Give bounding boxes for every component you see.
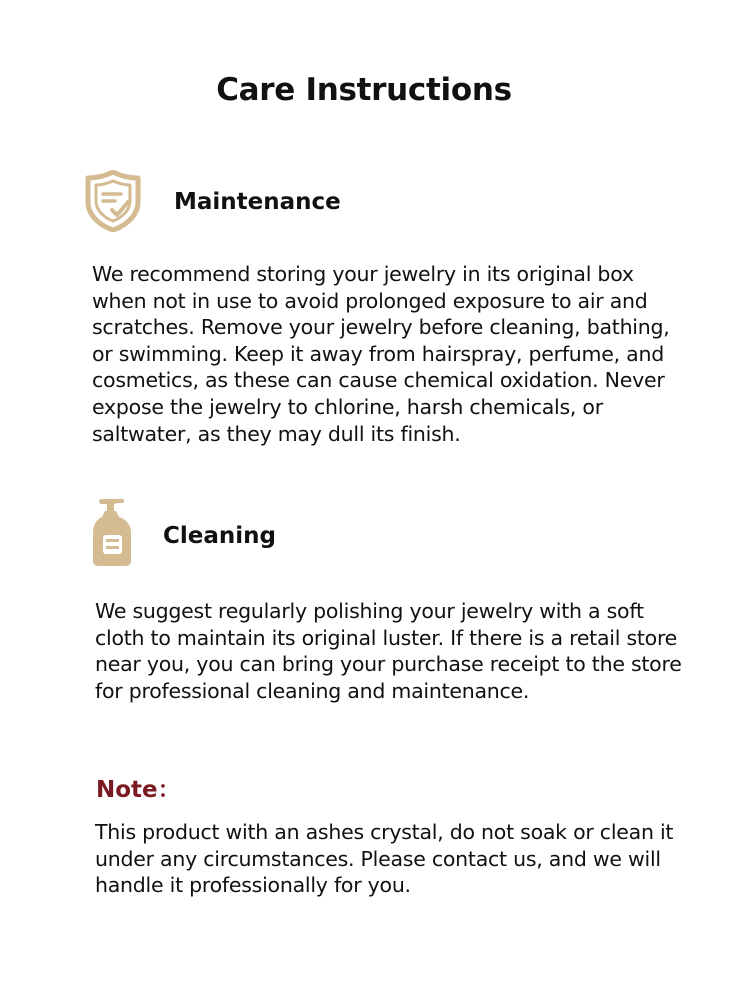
- maintenance-heading: Maintenance: [174, 189, 341, 215]
- pump-bottle-icon: [91, 497, 135, 567]
- text-line: cloth to maintain its original luster. If there is a retail store: [95, 625, 678, 650]
- note-heading: Note：: [96, 777, 181, 803]
- text-line: saltwater, as they may dull its finish.: [92, 421, 461, 446]
- cleaning-text: [95, 598, 735, 704]
- page-title: Care Instructions: [216, 72, 512, 108]
- text-line: under any circumstances. Please contact us, and we will: [95, 846, 661, 871]
- text-line: We recommend storing your jewelry in its original box: [92, 262, 634, 286]
- text-line: This product with an ashes crystal, do not soak or clean it: [95, 820, 674, 844]
- text-line: handle it professionally for you.: [95, 873, 411, 898]
- shield-check-icon: [85, 170, 141, 232]
- text-line: when not in use to avoid prolonged exposure to air and: [92, 288, 648, 313]
- text-line: expose the jewelry to chlorine, harsh chemicals, or: [92, 394, 603, 419]
- text-line: near you, you can bring your purchase receipt to the store: [95, 652, 682, 677]
- text-line: cosmetics, as these can cause chemical oxidation. Never: [92, 368, 665, 393]
- note-text: [95, 819, 735, 899]
- cleaning-heading: Cleaning: [163, 523, 276, 549]
- text-line: or swimming. Keep it away from hairspray, perfume, and: [92, 341, 664, 366]
- text-line: scratches. Remove your jewelry before cleaning, bathing,: [92, 315, 670, 340]
- text-line: for professional cleaning and maintenance.: [95, 678, 530, 703]
- maintenance-text: [92, 261, 732, 447]
- text-line: We suggest regularly polishing your jewelry with a soft: [95, 599, 644, 623]
